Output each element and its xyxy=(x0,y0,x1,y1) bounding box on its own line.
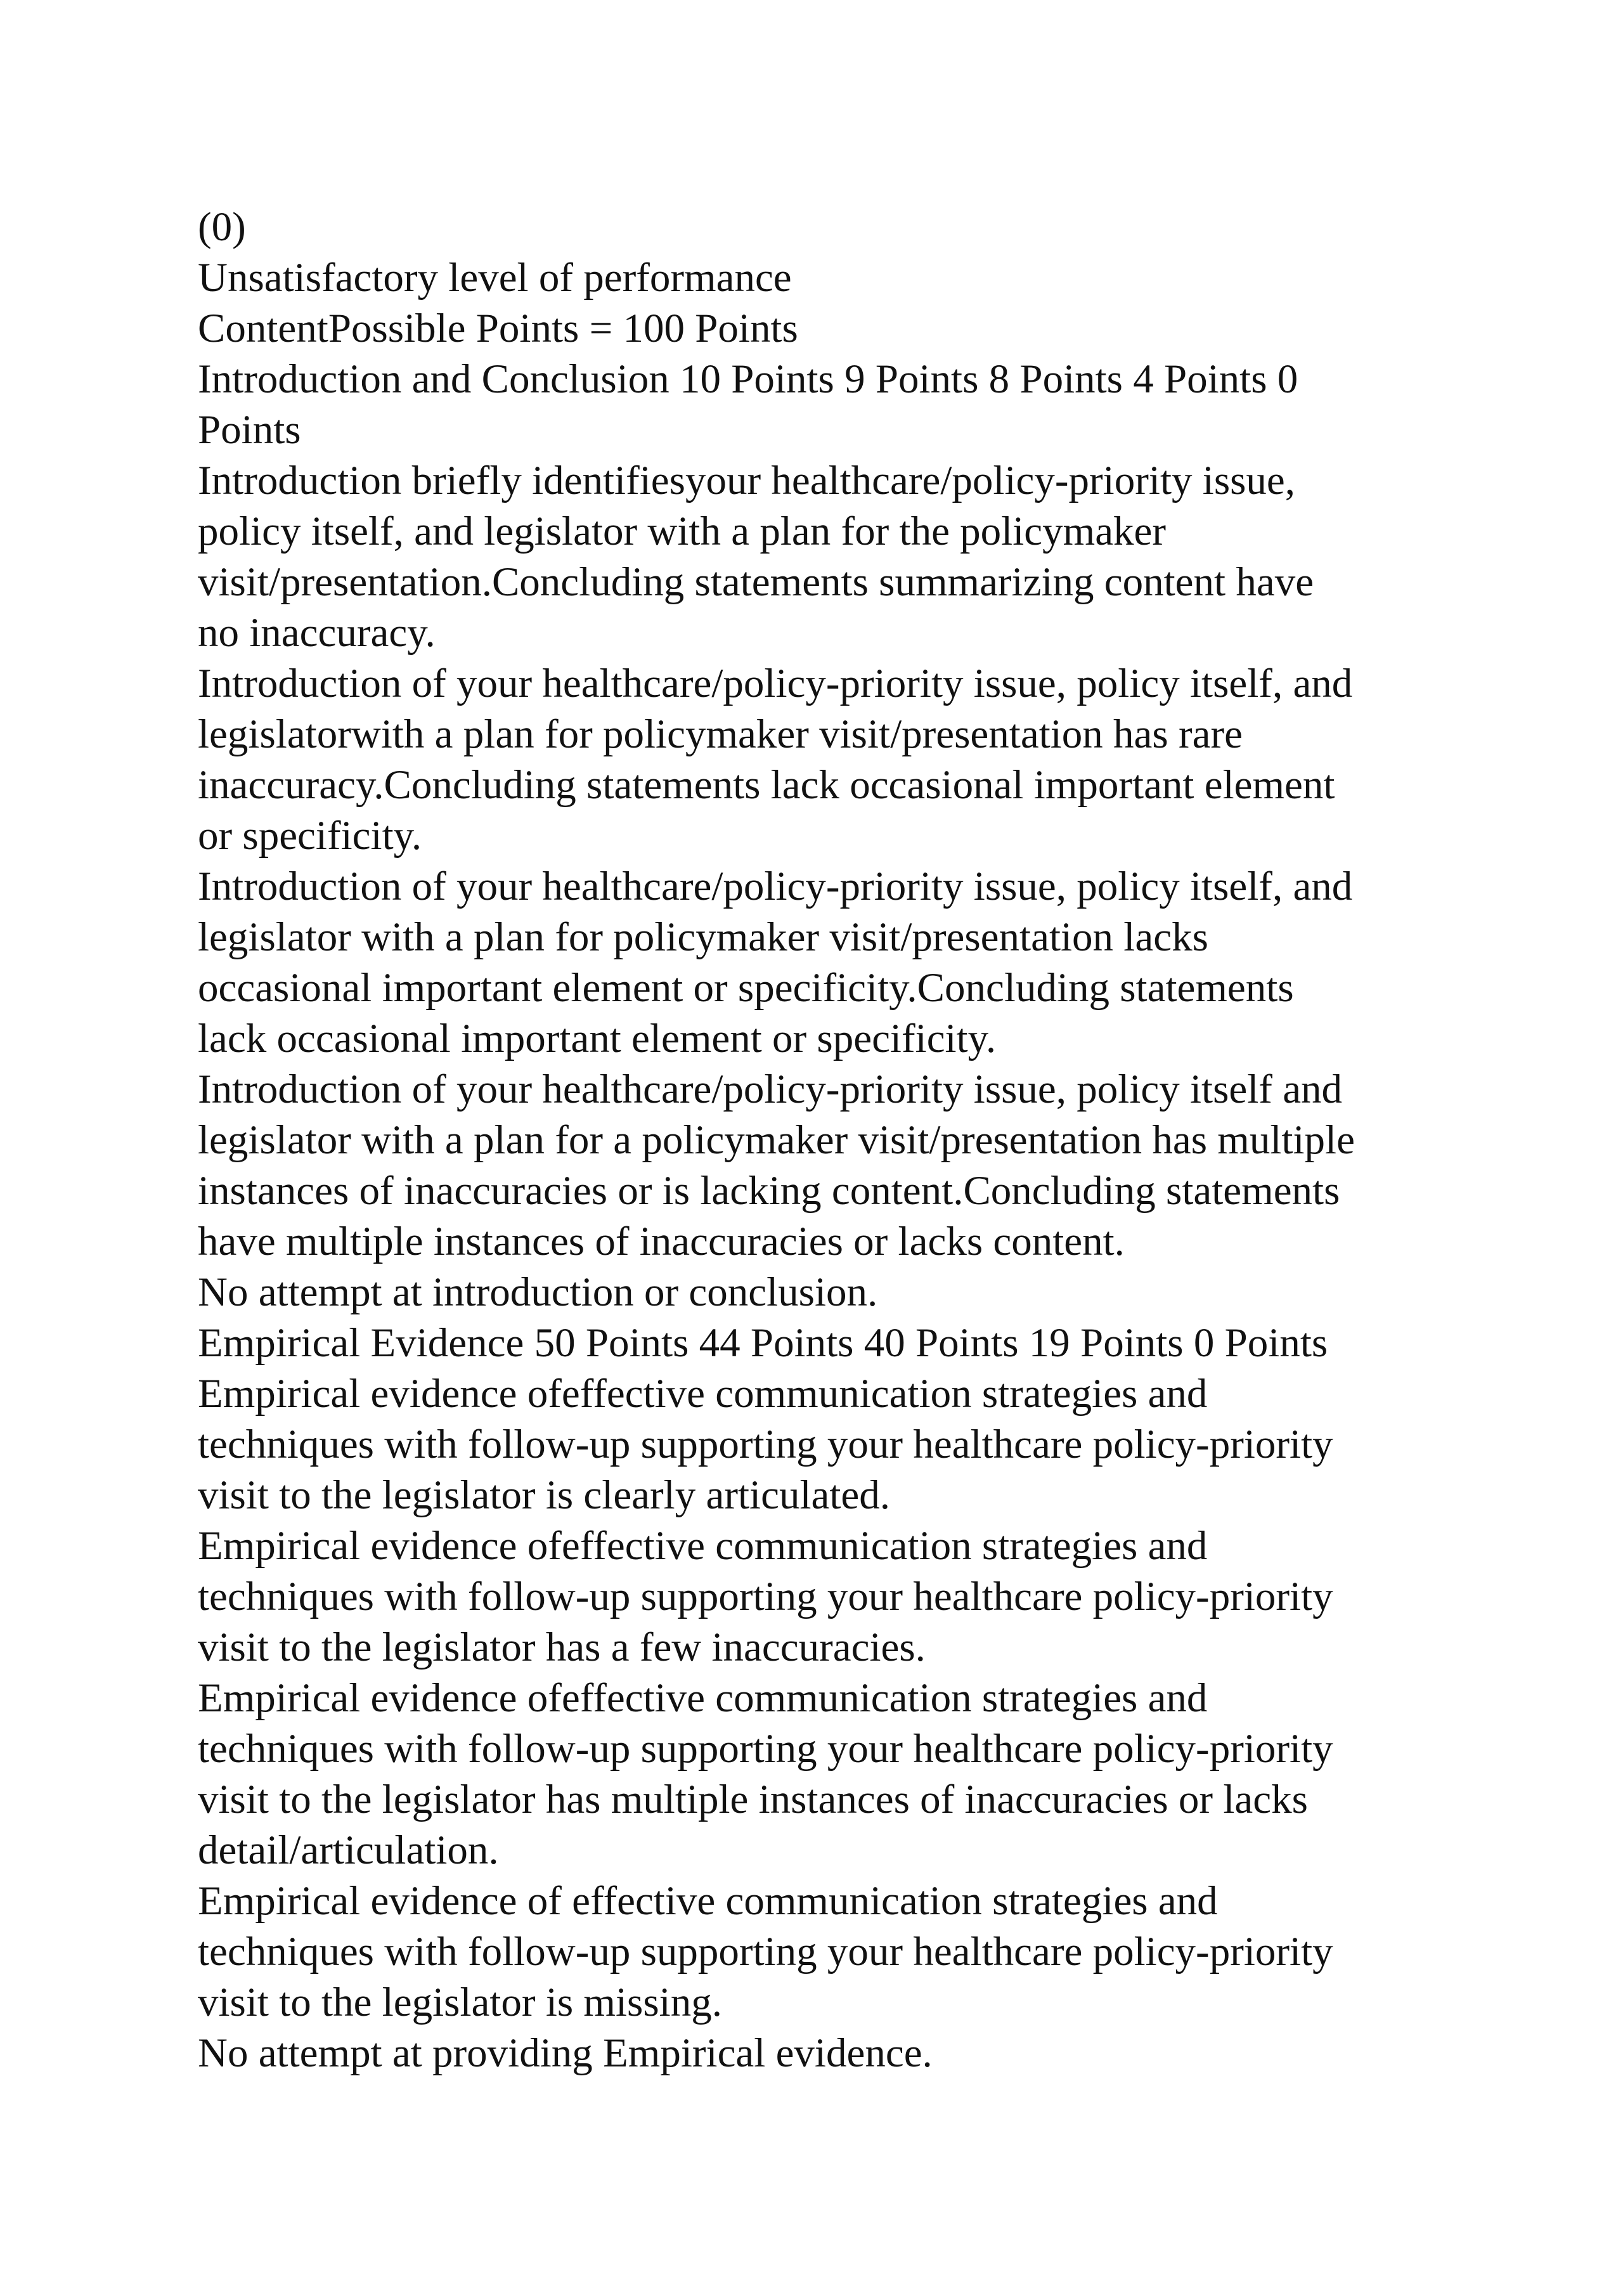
intro-level-4-text: instances of inaccuracies or is lacking content.Concluding statements xyxy=(198,1168,1340,1214)
intro-level-4-text: have multiple instances of inaccuracies or lacks content. xyxy=(198,1219,1125,1264)
performance-level-label: Unsatisfactory level of performance xyxy=(198,255,792,301)
evidence-level-3-text: techniques with follow-up supporting your healthcare policy-priority xyxy=(198,1726,1333,1772)
intro-level-1-text: visit/presentation.Concluding statements summarizing content have xyxy=(198,559,1314,605)
intro-level-2-text: Introduction of your healthcare/policy-priority issue, policy itself, and xyxy=(198,661,1353,706)
evidence-level-4-text: techniques with follow-up supporting your healthcare policy-priority xyxy=(198,1929,1333,1975)
intro-level-1-text: Introduction briefly identifiesyour healthcare/policy-priority issue, xyxy=(198,458,1296,503)
intro-conclusion-criterion: Introduction and Conclusion 10 Points 9 Points 8 Points 4 Points 0 xyxy=(198,356,1298,402)
intro-level-2-text: or specificity. xyxy=(198,813,422,859)
intro-level-3-text: occasional important element or specificity.Concluding statements xyxy=(198,965,1294,1011)
intro-level-2-text: inaccuracy.Concluding statements lack occasional important element xyxy=(198,762,1335,808)
intro-level-5-text: No attempt at introduction or conclusion. xyxy=(198,1269,878,1315)
document-body xyxy=(198,202,1472,2079)
evidence-level-2-text: visit to the legislator has a few inaccuracies. xyxy=(198,1625,926,1670)
intro-conclusion-criterion-cont: Points xyxy=(198,407,301,453)
evidence-level-3-text: Empirical evidence ofeffective communication strategies and xyxy=(198,1675,1208,1721)
empirical-evidence-criterion: Empirical Evidence 50 Points 44 Points 40 Points 19 Points 0 Points xyxy=(198,1320,1328,1366)
evidence-level-3-text: visit to the legislator has multiple instances of inaccuracies or lacks xyxy=(198,1777,1308,1822)
evidence-level-2-text: Empirical evidence ofeffective communication strategies and xyxy=(198,1523,1208,1569)
intro-level-3-text: lack occasional important element or specificity. xyxy=(198,1016,997,1061)
intro-level-1-text: no inaccuracy. xyxy=(198,610,436,656)
intro-level-4-text: Introduction of your healthcare/policy-priority issue, policy itself and xyxy=(198,1067,1343,1112)
evidence-level-1-text: Empirical evidence ofeffective communication strategies and xyxy=(198,1371,1208,1417)
evidence-level-2-text: techniques with follow-up supporting your healthcare policy-priority xyxy=(198,1574,1333,1619)
intro-level-1-text: policy itself, and legislator with a plan for the policymaker xyxy=(198,509,1167,554)
evidence-level-4-text: visit to the legislator is missing. xyxy=(198,1980,722,2025)
intro-level-2-text: legislatorwith a plan for policymaker visit/presentation has rare xyxy=(198,711,1243,757)
content-possible-points: ContentPossible Points = 100 Points xyxy=(198,306,798,351)
intro-level-3-text: Introduction of your healthcare/policy-priority issue, policy itself, and xyxy=(198,864,1353,909)
intro-level-4-text: legislator with a plan for a policymaker visit/presentation has multiple xyxy=(198,1117,1355,1163)
evidence-level-4-text: Empirical evidence of effective communication strategies and xyxy=(198,1878,1218,1924)
evidence-level-1-text: techniques with follow-up supporting your healthcare policy-priority xyxy=(198,1422,1333,1467)
score-heading: (0) xyxy=(198,204,246,250)
evidence-level-5-text: No attempt at providing Empirical evidence. xyxy=(198,2030,933,2076)
intro-level-3-text: legislator with a plan for policymaker visit/presentation lacks xyxy=(198,914,1208,960)
evidence-level-3-text: detail/articulation. xyxy=(198,1827,499,1873)
evidence-level-1-text: visit to the legislator is clearly articulated. xyxy=(198,1472,891,1518)
